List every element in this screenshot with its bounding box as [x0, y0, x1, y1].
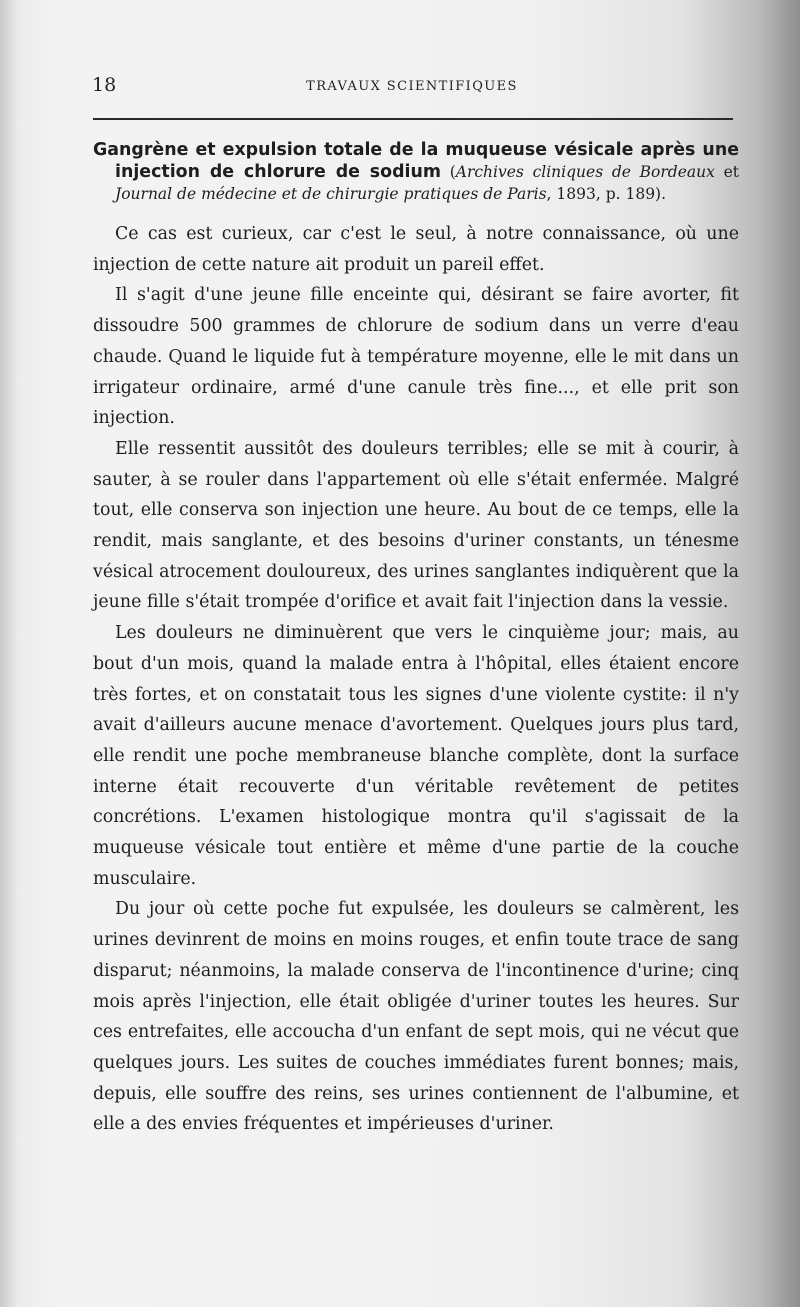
paragraph: Du jour où cette poche fut expulsée, les douleurs se calmèrent, les urines devinrent de moins en moins rouges, et enfin toute trace de sang disparut; néanmoins, la malade conserva de l'incontinence d'urine; cinq mois après l'injection, elle était obligée d'uriner toutes les heures. Sur ces entrefaites, elle accoucha d'un enfant de sept mois, qui ne vécut que quelques jours. Les suites de couches immédiates furent bonnes; mais, depuis, elle souffre des reins, ses urines contiennent de l'albumine, et elle a des envies fréquentes et impérieuses d'uriner.	[93, 899, 739, 1135]
article	[93, 139, 739, 1140]
citation-open: (	[441, 163, 456, 181]
citation-journal-2: Journal de médecine et de chirurgie pratiques de Paris	[115, 185, 547, 203]
header-rule	[93, 118, 733, 120]
paragraph: Elle ressentit aussitôt des douleurs terribles; elle se mit à courir, à sauter, à se rouler dans l'appartement où elle s'était enfermée. Malgré tout, elle conserva son injection une heure. Au bout de ce temps, elle la rendit, mais sanglante, et des besoins d'uriner constants, un ténesme vésical atrocement douloureux, des urines sanglantes indiquèrent que la jeune fille s'était trompée d'orifice et avait fait l'injection dans la vessie.	[93, 438, 739, 613]
citation-journal-1: Archives cliniques de Bordeaux	[455, 163, 715, 181]
paragraph: Il s'agit d'une jeune fille enceinte qui, désirant se faire avorter, fit dissoudre 500 grammes de chlorure de sodium dans un verre d'eau chaude. Quand le liquide fut à température moyenne, elle le mit dans un irrigateur ordinaire, armé d'une canule très fine..., et elle prit son injection.	[93, 285, 739, 429]
paragraph: Ce cas est curieux, car c'est le seul, à notre connaissance, où une injection de cette nature ait produit un pareil effet.	[93, 224, 739, 275]
running-head: TRAVAUX SCIENTIFIQUES	[306, 79, 518, 94]
citation-rest: , 1893, p. 189).	[546, 185, 667, 203]
article-title: Gangrène et expulsion totale de la muqueuse vésicale après une injection de chlorure de sodium	[93, 140, 739, 182]
page-number: 18	[92, 74, 117, 96]
article-heading	[93, 139, 739, 205]
paragraph: Les douleurs ne diminuèrent que vers le cinquième jour; mais, au bout d'un mois, quand la malade entra à l'hôpital, elles étaient encore très fortes, et on constatait tous les signes d'une violente cystite: il n'y avait d'ailleurs aucune menace d'avortement. Quelques jours plus tard, elle rendit une poche membraneuse blanche complète, dont la surface interne était recouverte d'un véritable revêtement de petites concrétions. L'examen histologique montra qu'il s'agissait de la muqueuse vésicale tout entière et même d'une partie de la couche musculaire.	[93, 623, 739, 889]
citation-connector: et	[714, 163, 739, 181]
